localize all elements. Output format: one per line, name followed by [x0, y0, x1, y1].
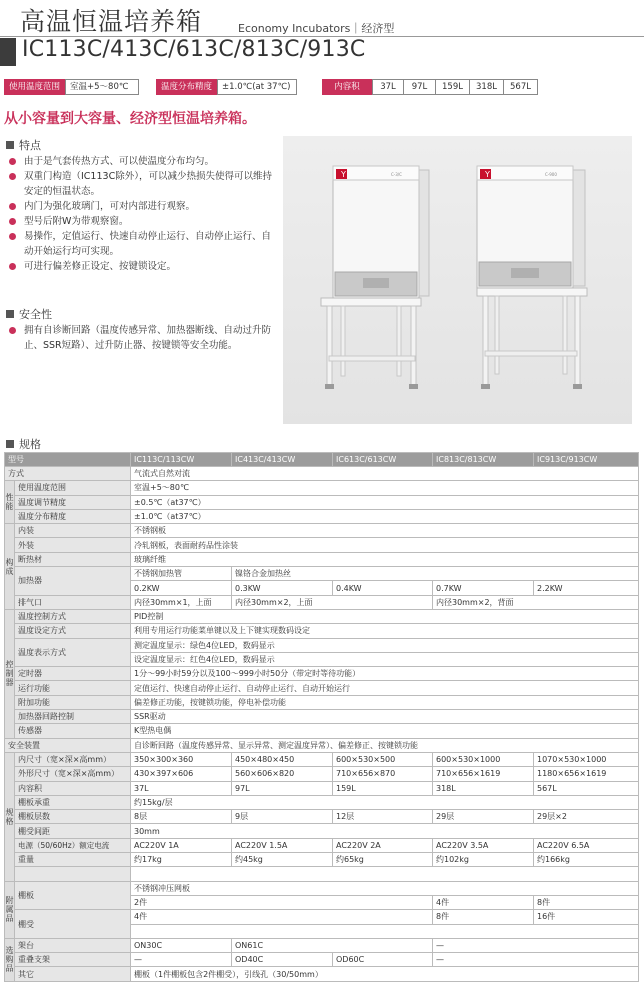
product-photo [283, 136, 632, 424]
table-row: 方式 气流式自然对流 [5, 467, 639, 481]
table-header-row: 型号 IC113C/113CW IC413C/413CW IC613C/613CW IC813C/813CW IC913C/913CW [5, 453, 639, 467]
unit-label-left: C-3/C [391, 172, 402, 177]
features-list [6, 154, 278, 274]
logo-mark-left: Y [341, 170, 346, 179]
safety-heading [6, 306, 52, 322]
table-row [5, 867, 639, 881]
spec-table [4, 452, 639, 982]
temp-range-strip [4, 79, 139, 95]
capacity-value: 37L [372, 79, 404, 95]
table-row: 温度表示方式 测定温度显示：绿色4位LED，数码显示 [5, 638, 639, 652]
table-row: 性能 使用温度范围 室温+5～80℃ [5, 481, 639, 495]
safety-list [6, 323, 278, 353]
capacity-strip [322, 79, 538, 95]
pink-bullet-icon [9, 233, 16, 240]
incubator-illustration [283, 136, 632, 424]
table-row: 规格 内尺寸（宽×深×高mm） 350×300×360 450×480×450 600×530×500 600×530×1000 1070×530×1000 [5, 752, 639, 766]
temp-range-value: 室温+5～80℃ [65, 79, 139, 95]
table-row: 安全装置 自诊断回路（温度传感异常、显示异常、测定温度异常）、偏差修正、按键锁功能 [5, 738, 639, 752]
table-row: 外形尺寸（宽×深×高mm） 430×397×606 560×606×820 710×656×870 710×656×1619 1180×656×1619 [5, 767, 639, 781]
incubator-left [321, 166, 429, 389]
table-row: 内容积 37L 97L 159L 318L 567L [5, 781, 639, 795]
group-label: 选购品 [5, 938, 15, 981]
temp-range-label: 使用温度范围 [4, 79, 65, 95]
table-row: 附属品 棚板 不锈钢冲压网板 [5, 881, 639, 895]
group-label: 附属品 [5, 881, 15, 938]
spec-heading [6, 436, 41, 452]
table-row: 加热器 不锈钢加热管 镍铬合金加热丝 [5, 567, 639, 581]
table-row: 排气口 内径30mm×1，上面 内径30mm×2，上面 内径30mm×2，背面 [5, 595, 639, 609]
square-bullet-icon [6, 141, 14, 149]
features-heading [6, 137, 41, 153]
table-row: 选购品 架台 ON30C ON61C — [5, 938, 639, 952]
header-accent-bar [0, 38, 16, 66]
group-label: 构成 [5, 524, 15, 610]
group-label: 规格 [5, 752, 15, 881]
pink-bullet-icon [9, 158, 16, 165]
list-item: 可进行偏差修正设定、按键锁设定。 [6, 259, 278, 274]
table-row: 温度调节精度 ±0.5℃（at37℃） [5, 495, 639, 509]
table-row: 传感器 K型热电偶 [5, 724, 639, 738]
table-row: 温度分布精度 ±1.0℃（at37℃） [5, 509, 639, 523]
capacity-value: 97L [404, 79, 436, 95]
features-title: 特点 [19, 139, 41, 152]
table-row: 棚板承重 约15kg/层 [5, 795, 639, 809]
page-title: 高温恒温培养箱 [20, 7, 203, 36]
table-row: 断热材 玻璃纤维 [5, 552, 639, 566]
pink-bullet-icon [9, 203, 16, 210]
list-item: 拥有自诊断回路（温度传感异常、加热器断线、自动过升防止、SSR短路）、过升防止器、按键锁等安全功能。 [6, 323, 278, 353]
table-row: 电源（50/60Hz）额定电流 AC220V 1A AC220V 1.5A AC220V 2A AC220V 3.5A AC220V 6.5A [5, 838, 639, 852]
incubator-right [477, 166, 587, 389]
pink-bullet-icon [9, 263, 16, 270]
group-label: 控制器 [5, 609, 15, 738]
table-row: 运行功能 定值运行、快速自动停止运行、自动停止运行、自动开始运行 [5, 681, 639, 695]
table-row: 外装 冷轧钢板，表面耐药品性涂装 [5, 538, 639, 552]
logo-mark-right: Y [485, 170, 490, 179]
table-row: 控制器 温度控制方式 PID控制 [5, 609, 639, 623]
list-item: 由于是气套传热方式、可以使温度分布均匀。 [6, 154, 278, 169]
table-row: 温度设定方式 利用专用运行功能菜单键以及上下键实现数码设定 [5, 624, 639, 638]
table-row: 设定温度显示：红色4位LED，数码显示 [5, 652, 639, 666]
square-bullet-icon [6, 440, 14, 448]
table-row: 附加功能 偏差修正功能，按键锁功能，停电补偿功能 [5, 695, 639, 709]
unit-label-right: C-900 [545, 172, 557, 177]
page-subtitle: Economy Incubators｜经济型 [238, 22, 395, 35]
pink-bullet-icon [9, 327, 16, 334]
pink-bullet-icon [9, 218, 16, 225]
table-row: 棚受间距 30mm [5, 824, 639, 838]
table-row: 加热器回路控制 SSR驱动 [5, 710, 639, 724]
temp-dist-label: 温度分布精度 [156, 79, 217, 95]
capacity-value: 318L [470, 79, 504, 95]
list-item: 型号后附W为带观察窗。 [6, 214, 278, 229]
table-row: 棚受 4件 8件 16件 [5, 910, 639, 924]
safety-title: 安全性 [19, 308, 52, 321]
page-header [0, 0, 644, 68]
capacity-label: 内容积 [322, 79, 372, 95]
table-row: 构成 内装 不锈钢板 [5, 524, 639, 538]
model-list: IC113C/413C/613C/813C/913C [22, 37, 366, 62]
temp-dist-value: ±1.0℃(at 37℃) [217, 79, 297, 95]
table-row: 重叠支架 — OD40C OD60C — [5, 953, 639, 967]
table-row: 其它 棚板（1件棚板包含2件棚受），引线孔（30/50mm） [5, 967, 639, 981]
list-item: 内门为强化玻璃门，可对内部进行观察。 [6, 199, 278, 214]
table-row: 重量 约17kg 约45kg 约65kg 约102kg 约166kg [5, 853, 639, 867]
table-row: 2件 4件 8件 [5, 895, 639, 909]
list-item: 易操作，定值运行、快速自动停止运行、自动停止运行、自动开始运行均可实现。 [6, 229, 278, 259]
table-row: 0.2KW 0.3KW 0.4KW 0.7KW 2.2KW [5, 581, 639, 595]
table-row: 棚板层数 8层 9层 12层 29层 29层×2 [5, 810, 639, 824]
list-item: 双重门构造（IC113C除外），可以减少热损失使得可以维持安定的恒温状态。 [6, 169, 278, 199]
spec-title: 规格 [19, 438, 41, 451]
capacity-value: 567L [504, 79, 538, 95]
headline: 从小容量到大容量、经济型恒温培养箱。 [4, 111, 256, 127]
pink-bullet-icon [9, 173, 16, 180]
group-label: 性能 [5, 481, 15, 524]
capacity-value: 159L [436, 79, 470, 95]
square-bullet-icon [6, 310, 14, 318]
temp-dist-strip [156, 79, 297, 95]
table-row: 定时器 1分～99小时59分以及100～999小时50分（带定时等待功能） [5, 667, 639, 681]
